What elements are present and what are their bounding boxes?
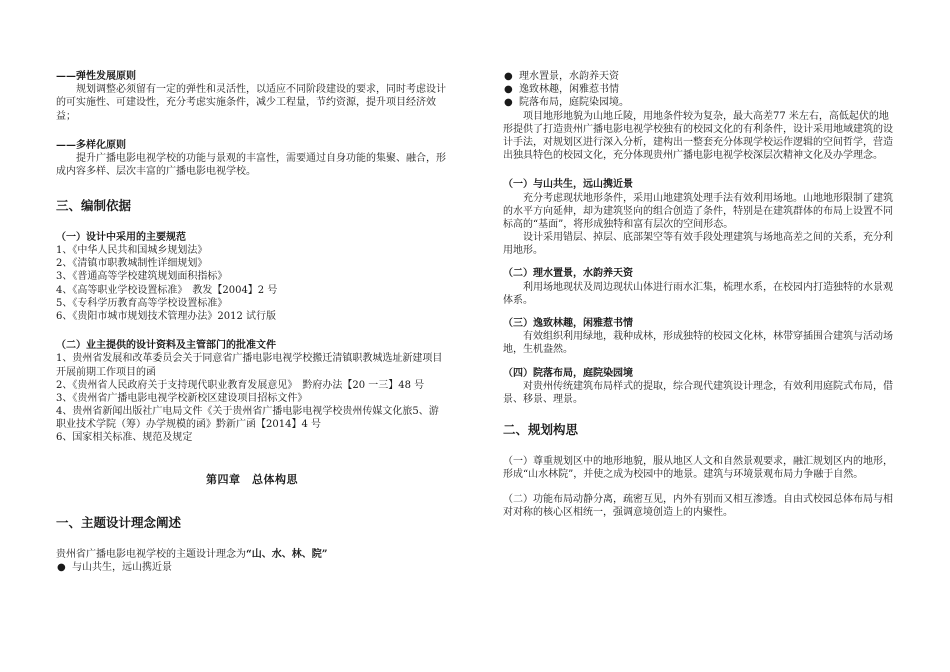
mountain-subheading: （一）与山共生，远山携近景 (503, 179, 633, 191)
norm-item: 1、《中华人民共和国城乡规划法》 (56, 245, 208, 256)
bullet-icon: ● (504, 71, 513, 82)
section-2-heading: 二、规划构思 (503, 422, 579, 438)
water-subheading: （二）理水置景，水韵养天资 (503, 268, 633, 280)
diverse-principle-paragraph: 提升广播电影电视学校的功能与景观的丰富性，需要通过自身功能的集聚、融合，形成内容多样、层次丰富的广播电影电视学校。 (56, 152, 446, 178)
docs-subheading: （二）业主提供的设计资料及主管部门的批准文件 (56, 340, 276, 352)
norm-item: 2、《清镇市职教城制性详细规划》 (56, 258, 208, 270)
theme-bullet-item: ● 逸致林趣，闲雅惹书情 (504, 84, 619, 96)
theme-keywords: “山、水、林、院” (246, 548, 328, 560)
chapter-4-title: 第四章 总体构思 (206, 472, 298, 486)
theme-bullet-item: ● 院落布局，庭院染园境。 (504, 97, 629, 109)
doc-item: 1、贵州省发展和改革委员会关于同意省广播电影电视学校搬迁清镇职教城选址新建项目开展前期工作项目的函 (56, 353, 443, 378)
doc-item: 6、国家相关标准、规范及规定 (56, 432, 193, 444)
diverse-principle-title: ——多样化原则 (56, 139, 126, 151)
bullet-icon: ● (57, 561, 66, 573)
norm-item: 5、《专科学历教育高等学校设置标准》 (56, 297, 228, 309)
theme-heading: 一、主题设计理念阐述 (56, 515, 182, 531)
norm-item: 6、《贵阳市城市规划技术管理办法》2012 试行版 (56, 310, 276, 322)
forest-subheading: （三）逸致林趣，闲雅惹书情 (503, 318, 633, 329)
norm-item: 3、《普通高等学校建筑规划面积指标》 (56, 271, 228, 283)
planning-paragraph-2: （二）功能布局动静分离，疏密互见，内外有别而又相互渗透。自由式校园总体布局与相对对称的核心区相统一，强调意境创造上的内聚性。 (503, 494, 893, 519)
theme-intro: 贵州省广播电影电视学校的主题设计理念为“山、水、林、院” (56, 548, 328, 560)
right-column (503, 70, 895, 519)
doc-item: 3、《贵州省广播电影电视学校新校区建设项目招标文件》 (56, 392, 308, 404)
planning-paragraph-1: （一）尊重规划区中的地形地貌，服从地区人文和自然景观要求，融汇规划区内的地形，形成“山水林院”，并使之成为校园中的地景。建筑与环境景观布局力争融于自然。 (503, 455, 893, 480)
elastic-principle-paragraph: 规划调整必须留有一定的弹性和灵活性，以适应不同阶段建设的要求，同时考虑设计的可实施性、可建设性，充分考虑实施条件，减少工程量，节约资源，提升项目经济效益； (56, 84, 446, 122)
docs-list (56, 352, 448, 444)
bullet-icon: ● (504, 84, 513, 96)
elastic-principle-title: ——弹性发展原则 (56, 71, 136, 82)
bullet-icon: ● (504, 97, 513, 109)
mountain-paragraph-1: 充分考虑现状地形条件，采用山地建筑处理手法有效利用场地。山地地形限制了建筑的水平方向延伸，却为建筑竖向的组合创造了条件，特别是在建筑群体的布局上设置不同标高的“基面”，将形成独特和富有层次的空间形态。 (503, 192, 893, 230)
doc-item: 4、贵州省新闻出版社广电局文件《关于贵州省广播电影电视学校贵州传媒文化旅5、游职业技术学院（筹）办学规模的函》黔新广函【2014】4 号 (56, 406, 439, 431)
courtyard-paragraph: 对贵州传统建筑布局样式的提取，综合现代建筑设计理念，有效利用庭院式布局，借景、移景、理景。 (503, 380, 893, 405)
norms-list (56, 244, 448, 323)
theme-bullet-item: ● 与山共生，远山携近景 (57, 561, 172, 573)
courtyard-subheading: （四）院落布局，庭院染园境 (503, 367, 633, 379)
norm-item: 4、《高等职业学校设置标准》 教发【2004】2 号 (56, 284, 278, 296)
forest-paragraph: 有效组织利用绿地，栽种成林，形成独特的校园文化林，林带穿插围合建筑与活动场地，生机盎然。 (503, 331, 893, 356)
theme-bullet-item: ● 理水置景，水韵养天资 (504, 71, 619, 82)
terrain-paragraph: 项目地形地貌为山地丘陵，用地条件较为复杂，最大高差77 米左右，高低起伏的地形提供了打造贵州广播电影电视学校独有的校园文化的有利条件，设计采用地域建筑的设计手法，对规划区进行深入分析，建构出一整套充分体现学校运作逻辑的空间哲学，营造出独具特色的校园文化，充分体现贵州广播电影电视学校深层次精神文化及办学理念。 (503, 110, 893, 162)
mountain-paragraph-2: 设计采用错层、掉层、底部架空等有效手段处理建筑与场地高差之间的关系，充分利用地形。 (503, 232, 893, 257)
left-column (56, 70, 448, 574)
section-3-heading: 三、编制依据 (56, 198, 132, 214)
norms-subheading: （一）设计中采用的主要规范 (56, 231, 186, 243)
doc-item: 2、《贵州省人民政府关于支持现代职业教育发展意见》 黔府办法【20 一三】48 号 (56, 379, 425, 391)
water-paragraph: 利用场地现状及周边现状山体进行雨水汇集，梳理水系，在校园内打造独特的水景观体系。 (503, 281, 893, 306)
